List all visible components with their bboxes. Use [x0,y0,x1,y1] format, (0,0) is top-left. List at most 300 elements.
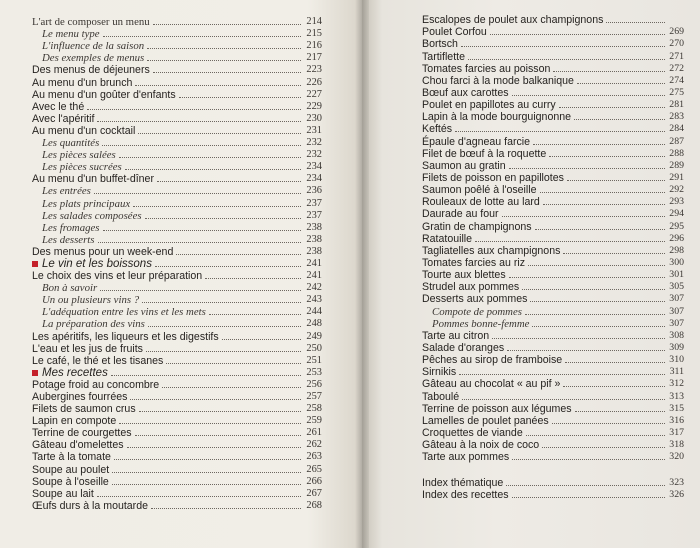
toc-entry-title: Des menus pour un week-end [32,245,174,258]
toc-page-number: 281 [669,99,684,111]
toc-entry-title: Poulet en papillotes au curry [422,99,556,112]
dot-leader [102,145,301,146]
toc-page-number: 308 [669,329,684,341]
toc-entry-title: Escalopes de poulet aux champignons [422,14,604,27]
toc-entry [422,390,684,402]
dot-leader [176,254,301,255]
toc-entry [422,123,684,135]
dot-leader [135,85,301,86]
dot-leader [509,277,665,278]
toc-page-number: 274 [669,74,684,86]
toc-page-number: 258 [306,403,322,415]
toc-entry-title: Taboulé [422,390,460,403]
dot-leader [512,95,665,96]
toc-entry [32,415,322,427]
toc-entry-title: Le vin et les boissons [42,257,152,270]
toc-entry [422,148,684,160]
toc-entry-title: Soupe au poulet [32,463,110,476]
dot-leader [526,435,665,436]
dot-leader [162,387,301,388]
toc-page-number: 232 [306,149,322,161]
dot-leader [179,97,301,98]
toc-section-heading [32,258,322,270]
toc-entry [32,137,322,149]
dot-leader [540,192,665,193]
toc-page-number: 234 [306,173,322,185]
toc-entry-title: Filets de saumon crus [32,403,136,416]
toc-entry [32,427,322,439]
toc-page-number: 315 [669,402,684,414]
dot-leader [506,485,665,486]
toc-entry-title: Tomates farcies au riz [422,256,526,269]
toc-page-number: 307 [669,293,684,305]
dot-leader [530,301,665,302]
dot-leader [455,131,665,132]
toc-page-number: 251 [306,354,322,366]
toc-entry-title: Gâteau à la noix de coco [422,439,540,452]
toc-entry [422,439,684,451]
toc-page-number: 310 [669,354,684,366]
toc-page-number: 272 [669,62,684,74]
toc-entry [32,197,322,209]
left-toc-list [32,16,322,512]
dot-leader [512,459,665,460]
toc-entry [32,500,322,512]
toc-entry [32,463,322,475]
toc-entry-title: Un ou plusieurs vins ? [42,294,140,307]
dot-leader [94,193,301,194]
toc-entry [32,173,322,185]
toc-entry [422,403,684,415]
toc-entry [422,489,684,501]
toc-entry [32,439,322,451]
toc-page-number: 241 [306,270,322,282]
toc-entry-title: Ratatouille [422,232,473,245]
toc-entry-title: Au menu d'un goûter d'enfants [32,88,176,101]
toc-page-number: 313 [669,390,684,402]
dot-leader [103,36,301,37]
toc-entry-title: Bœuf aux carottes [422,86,509,99]
toc-page-number: 241 [306,257,322,269]
dot-leader [142,302,301,303]
toc-entry [422,75,684,87]
dot-leader [145,218,301,219]
dot-leader [119,423,301,424]
toc-entry [422,318,684,330]
toc-entry-title: Lapin en compote [32,415,117,428]
toc-entry-title: Le choix des vins et leur préparation [32,270,203,283]
toc-entry [422,99,684,111]
dot-leader [577,83,665,84]
toc-entry-title: Les apéritifs, les liqueurs et les digestifs [32,330,219,343]
toc-page-number: 256 [306,378,322,390]
dot-leader [563,253,665,254]
toc-entry-title: Tarte au citron [422,329,490,342]
toc-entry-title: Au menu d'un brunch [32,76,133,89]
toc-entry-title: L'eau et les jus de fruits [32,342,143,355]
toc-page-number: 253 [306,366,322,378]
toc-entry [32,161,322,173]
toc-entry-title: Les salades composées [42,209,142,222]
toc-entry-title: Soupe au lait [32,487,94,500]
toc-page-number: 234 [306,161,322,173]
toc-entry [32,294,322,306]
toc-entry [422,208,684,220]
dot-leader [532,326,665,327]
toc-entry-title: Filet de bœuf à la roquette [422,147,547,160]
toc-entry [32,16,322,28]
toc-page-number: 294 [669,208,684,220]
toc-entry [32,101,322,113]
toc-page-number: 293 [669,196,684,208]
toc-entry [422,293,684,305]
toc-entry [32,306,322,318]
toc-entry [32,246,322,258]
toc-entry [32,403,322,415]
toc-page-number: 227 [306,88,322,100]
toc-entry-title: Tagliatelles aux champignons [422,244,561,257]
dot-leader [147,60,301,61]
toc-page-number: 295 [669,220,684,232]
toc-page-number: 307 [669,317,684,329]
toc-page-number: 323 [669,477,684,489]
toc-page-number: 237 [306,209,322,221]
toc-entry [422,305,684,317]
dot-leader [205,278,301,279]
toc-entry-title: Les desserts [42,233,95,246]
toc-entry [32,125,322,137]
toc-entry-title: Tomates farcies au poisson [422,62,551,75]
toc-entry-title: Avec le thé [32,100,85,113]
toc-entry [32,76,322,88]
dot-leader [222,339,301,340]
toc-entry-title: Bortsch [422,38,458,51]
toc-entry-title: Les plats principaux [42,197,131,210]
toc-entry [422,50,684,62]
dot-leader [97,496,301,497]
dot-leader [575,411,665,412]
toc-entry-title: Saumon au gratin [422,159,506,172]
dot-leader [606,22,665,23]
toc-entry [32,355,322,367]
dot-leader [138,133,301,134]
toc-entry-title: Aubergines fourrées [32,391,128,403]
toc-entry [32,222,322,234]
dot-leader [97,121,301,122]
toc-entry [32,476,322,488]
toc-page-number: 236 [306,185,322,197]
toc-page-number: 214 [306,16,322,28]
toc-page-number: 238 [306,221,322,233]
toc-page-number: 267 [306,487,322,499]
toc-entry [32,282,322,294]
toc-entry-title: L'art de composer un menu [32,16,150,29]
toc-entry-title: Mes recettes [42,366,108,379]
toc-entry-title: Avec l'apéritif [32,112,95,125]
toc-entry-title: Le menu type [42,28,100,41]
toc-entry [422,196,684,208]
toc-entry [422,330,684,342]
dot-leader [98,242,302,243]
dot-leader [153,72,301,73]
toc-page-number: 318 [669,439,684,451]
dot-leader [462,399,665,400]
toc-entry-title: Au menu d'un buffet-dîner [32,173,154,186]
toc-entry [32,89,322,101]
toc-entry-title: Le café, le thé et les tisanes [32,354,164,367]
toc-page-number: 283 [669,111,684,123]
toc-entry [32,113,322,125]
dot-leader [100,290,301,291]
toc-entry [32,379,322,391]
toc-entry-title: Daurade au four [422,208,499,221]
toc-page-number: 300 [669,256,684,268]
dot-leader [155,266,301,267]
toc-page-number: 231 [306,124,322,136]
dot-leader [112,472,301,473]
toc-entry [422,220,684,232]
toc-page-number: 259 [306,415,322,427]
dot-leader [535,229,665,230]
toc-page-number: 320 [669,451,684,463]
toc-entry-title: Lamelles de poulet panées [422,414,549,427]
toc-entry-title: Les pièces salées [42,149,116,162]
toc-page-number: 242 [306,282,322,294]
dot-leader [468,59,665,60]
dot-leader [553,71,665,72]
toc-page-number: 230 [306,112,322,124]
toc-entry-title: L'influence de la saison [42,40,145,53]
toc-entry-title: Soupe à l'oseille [32,475,109,488]
toc-entry-title: Terrine de poisson aux légumes [422,402,572,415]
toc-entry [422,87,684,99]
right-page [362,0,700,548]
toc-entry [422,135,684,147]
toc-entry-title: Les entrées [42,185,91,198]
toc-entry [422,281,684,293]
toc-page-number: 307 [669,305,684,317]
dot-leader [147,48,301,49]
dot-leader [87,109,301,110]
toc-entry-title: Les quantités [42,137,100,150]
toc-page-number: 292 [669,184,684,196]
toc-page-number: 261 [306,427,322,439]
toc-page-number: 237 [306,197,322,209]
toc-entry [32,343,322,355]
toc-entry [422,354,684,366]
dot-leader [559,107,665,108]
toc-page-number: 238 [306,245,322,257]
dot-leader [533,144,665,145]
toc-entry [422,63,684,75]
toc-page-number: 269 [669,26,684,38]
toc-entry [32,234,322,246]
toc-page-number: 243 [306,294,322,306]
toc-page-number: 263 [306,451,322,463]
book-gutter [355,0,369,548]
right-toc-list [422,14,684,501]
toc-page-number: 284 [669,123,684,135]
toc-page-number: 250 [306,342,322,354]
dot-leader [209,314,301,315]
toc-entry [422,427,684,439]
dot-leader [146,351,301,352]
section-bullet-icon [32,261,38,267]
toc-page-number: 226 [306,76,322,88]
dot-leader [135,435,301,436]
toc-entry [32,185,322,197]
dot-leader [549,156,665,157]
toc-entry-title: Des menus de déjeuners [32,64,150,77]
toc-page-number: 268 [306,499,322,511]
toc-entry [422,366,684,378]
toc-entry [422,160,684,172]
dot-leader [512,497,665,498]
toc-entry [422,245,684,257]
toc-page-number: 249 [306,330,322,342]
toc-entry-title: Saumon poêlé à l'oseille [422,184,537,197]
dot-leader [552,423,665,424]
toc-entry-title: Pommes bonne-femme [432,317,530,330]
toc-entry-title: Strudel aux pommes [422,281,520,294]
dot-leader [574,119,665,120]
toc-entry [32,28,322,40]
toc-entry-title: Les fromages [42,221,100,234]
toc-entry-title: Tourte aux blettes [422,269,506,282]
toc-entry-title: Lapin à la mode bourguignonne [422,111,572,124]
dot-leader [148,326,301,327]
toc-entry-title: Chou farci à la mode balkanique [422,74,574,87]
toc-entry-title: Au menu d'un cocktail [32,124,136,137]
dot-leader [153,24,301,25]
dot-leader [461,46,665,47]
dot-leader [522,289,665,290]
dot-leader [157,181,301,182]
toc-page-number: 316 [669,414,684,426]
dot-leader [528,265,665,266]
toc-entry [422,38,684,50]
toc-entry-title: Tarte aux pommes [422,451,510,464]
dot-leader [567,180,665,181]
toc-entry [422,378,684,390]
toc-page-number: 287 [669,135,684,147]
toc-page-number: 257 [306,391,322,402]
toc-entry [422,14,684,26]
dot-leader [565,362,665,363]
toc-page-number: 296 [669,232,684,244]
toc-entry-title: Sirnikis [422,366,457,379]
dot-leader [492,338,665,339]
toc-entry-title: L'adéquation entre les vins et les mets [42,306,206,319]
toc-page-number: 244 [306,306,322,318]
toc-entry-title: Poulet Corfou [422,26,487,39]
dot-leader [151,508,301,509]
toc-entry-title: Keftés [422,123,453,136]
toc-entry [422,184,684,196]
toc-section-heading [32,367,322,379]
toc-entry [32,451,322,463]
toc-page-number: 309 [669,341,684,353]
toc-entry [32,318,322,330]
toc-entry-title: Compote de pommes [432,305,522,318]
toc-entry-title: Bon à savoir [42,282,98,295]
toc-entry [32,270,322,282]
toc-entry-title: Épaule d'agneau farcie [422,135,531,148]
toc-entry [422,257,684,269]
toc-entry [422,269,684,281]
toc-entry [32,391,322,403]
toc-entry-title: Les pièces sucrées [42,161,122,174]
toc-page-number: 289 [669,159,684,171]
dot-leader [475,241,665,242]
dot-leader [459,374,665,375]
toc-page-number: 216 [306,40,322,52]
toc-entry-title: Gratin de champignons [422,220,532,233]
toc-entry-title: Salade d'oranges [422,341,505,354]
toc-entry [422,111,684,123]
toc-page-number: 248 [306,318,322,330]
toc-page-number: 326 [669,489,684,501]
toc-entry [422,451,684,463]
toc-entry [422,172,684,184]
toc-page-number: 317 [669,426,684,438]
dot-leader [133,206,301,207]
toc-entry-title: Pêches au sirop de framboise [422,354,563,367]
toc-page-number: 270 [669,38,684,50]
toc-page-number: 262 [306,439,322,451]
dot-leader [103,230,302,231]
toc-entry-title: Index des recettes [422,489,509,502]
dot-leader [509,168,665,169]
dot-leader [125,169,301,170]
dot-leader [490,34,665,35]
toc-entry-title: Filets de poisson en papillotes [422,171,564,184]
dot-leader [166,363,301,364]
toc-entry-title: Œufs durs à la moutarde [32,499,148,512]
toc-entry-title: Tarte à la tomate [32,451,111,464]
toc-entry-title: Index thématique [422,477,504,490]
toc-entry-title: Potage froid au concombre [32,378,160,391]
dot-leader [502,216,665,217]
toc-entry [32,330,322,342]
toc-entry-title: La préparation des vins [42,318,145,331]
dot-leader [139,411,301,412]
toc-page-number: 288 [669,147,684,159]
dot-leader [130,399,301,400]
toc-page-number: 301 [669,269,684,281]
toc-page-number: 232 [306,137,322,149]
toc-page-number: 298 [669,244,684,256]
toc-entry-title: Desserts aux pommes [422,293,528,306]
toc-entry-title: Gâteau au chocolat « au pif » [422,378,561,391]
dot-leader [507,350,665,351]
toc-page-number: 291 [669,171,684,183]
dot-leader [542,447,665,448]
toc-entry [32,64,322,76]
toc-page-number: 238 [306,233,322,245]
toc-page-number: 229 [306,100,322,112]
toc-entry-title: Croquettes de viande [422,426,523,439]
toc-entry [32,488,322,500]
dot-leader [563,386,665,387]
dot-leader [525,314,665,315]
toc-entry [32,210,322,222]
toc-entry [422,342,684,354]
toc-page-number: 217 [306,52,322,64]
section-bullet-icon [32,370,38,376]
toc-entry [32,149,322,161]
toc-entry [32,40,322,52]
